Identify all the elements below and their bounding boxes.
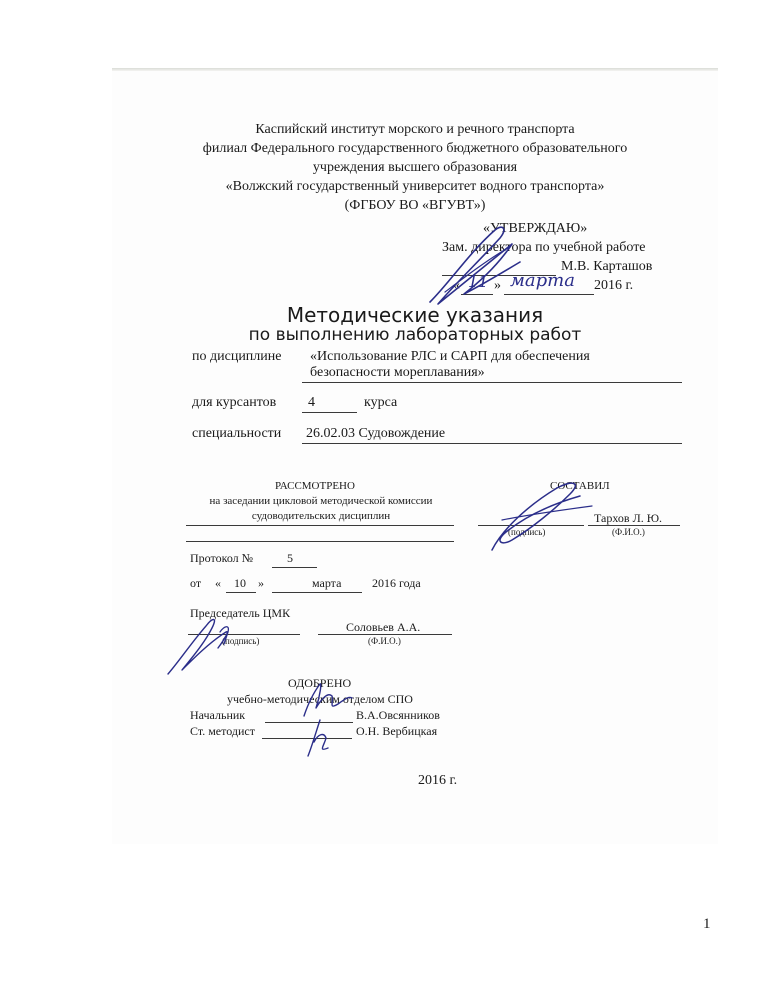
document-title: Методические указания: [286, 303, 544, 327]
methodist-label: Ст. методист: [190, 724, 255, 738]
approve-name: М.В. Карташов: [561, 259, 653, 274]
endorsed-line-1: учебно-методическим отделом СПО: [227, 692, 413, 706]
reviewed-line-1: на заседании цикловой методической комиссии: [209, 495, 433, 507]
chair-fio-caption: (Ф.И.О.): [368, 636, 401, 646]
approve-date-mid: »: [494, 278, 501, 293]
reviewed-date-close: »: [258, 576, 264, 590]
director-signature: [420, 222, 530, 312]
composed-signature-caption: (подпись): [508, 527, 546, 537]
reviewed-date-open: «: [215, 576, 221, 590]
head-name: В.А.Овсянников: [356, 708, 440, 722]
reviewed-day-underline: [226, 592, 256, 593]
reviewed-underline-2: [186, 541, 454, 542]
page-number: 1: [703, 916, 711, 932]
protocol-label: Протокол №: [190, 551, 254, 565]
discipline-label: по дисциплине: [192, 349, 282, 364]
header-line-3: учреждения высшего образования: [312, 160, 518, 175]
specialty-underline: [302, 443, 682, 444]
approve-date-year: 2016 г.: [594, 278, 634, 293]
composed-fio-caption: (Ф.И.О.): [612, 527, 645, 537]
document-subtitle: по выполнению лабораторных работ: [248, 325, 582, 345]
chair-name: Соловьев А.А.: [346, 620, 421, 634]
reviewed-date-day: 10: [234, 576, 246, 590]
scan-top-edge: [112, 68, 718, 71]
from-label: от: [190, 576, 202, 590]
approve-date-open: «: [453, 278, 460, 293]
reviewed-month-underline: [272, 592, 362, 593]
specialty-label: специальности: [192, 426, 282, 441]
protocol-underline: [272, 567, 317, 568]
reviewed-date-year: 2016 года: [372, 576, 421, 590]
chair-signature: [160, 602, 280, 682]
composed-title: СОСТАВИЛ: [550, 480, 610, 492]
course-underline: [302, 412, 357, 413]
chair-signature-caption: (подпись): [222, 636, 260, 646]
discipline-underline: [302, 382, 682, 383]
course-label: для курсантов: [192, 395, 277, 410]
header-line-2: филиал Федерального государственного бюджетного образовательного: [202, 141, 628, 156]
reviewed-title: РАССМОТРЕНО: [275, 480, 355, 492]
course-suffix: курса: [364, 395, 398, 410]
reviewed-line-2: судоводительских дисциплин: [251, 510, 391, 522]
specialty-value: 26.02.03 Судовождение: [306, 426, 446, 441]
header-line-4: «Волжский государственный университет водного транспорта»: [225, 179, 605, 194]
approve-date-day: 11: [468, 272, 489, 291]
endorsed-title: ОДОБРЕНО: [288, 676, 352, 690]
methodist-signature: [300, 712, 340, 762]
composer-signature: [472, 470, 602, 560]
course-value: 4: [308, 395, 315, 410]
discipline-value-line-1: «Использование РЛС и САРП для обеспечения: [310, 349, 590, 364]
chair-label: Председатель ЦМК: [190, 606, 291, 620]
reviewed-underline-1: [186, 525, 454, 526]
head-label: Начальник: [190, 708, 246, 722]
header-line-5: (ФГБОУ ВО «ВГУВТ»): [344, 198, 486, 213]
footer-year: 2016 г.: [418, 773, 458, 788]
header-line-1: Каспийский институт морского и речного транспорта: [255, 122, 575, 137]
composed-name: Тархов Л. Ю.: [594, 511, 663, 525]
reviewed-date-month: марта: [312, 576, 342, 590]
approve-date-month: марта: [510, 270, 575, 291]
methodist-name: О.Н. Вербицкая: [356, 724, 438, 738]
approve-position: Зам. директора по учебной работе: [442, 240, 646, 255]
protocol-number: 5: [287, 551, 293, 565]
discipline-value-line-2: безопасности мореплавания»: [310, 365, 485, 380]
chair-name-line: [318, 634, 452, 635]
approve-title: «УТВЕРЖДАЮ»: [483, 221, 588, 236]
